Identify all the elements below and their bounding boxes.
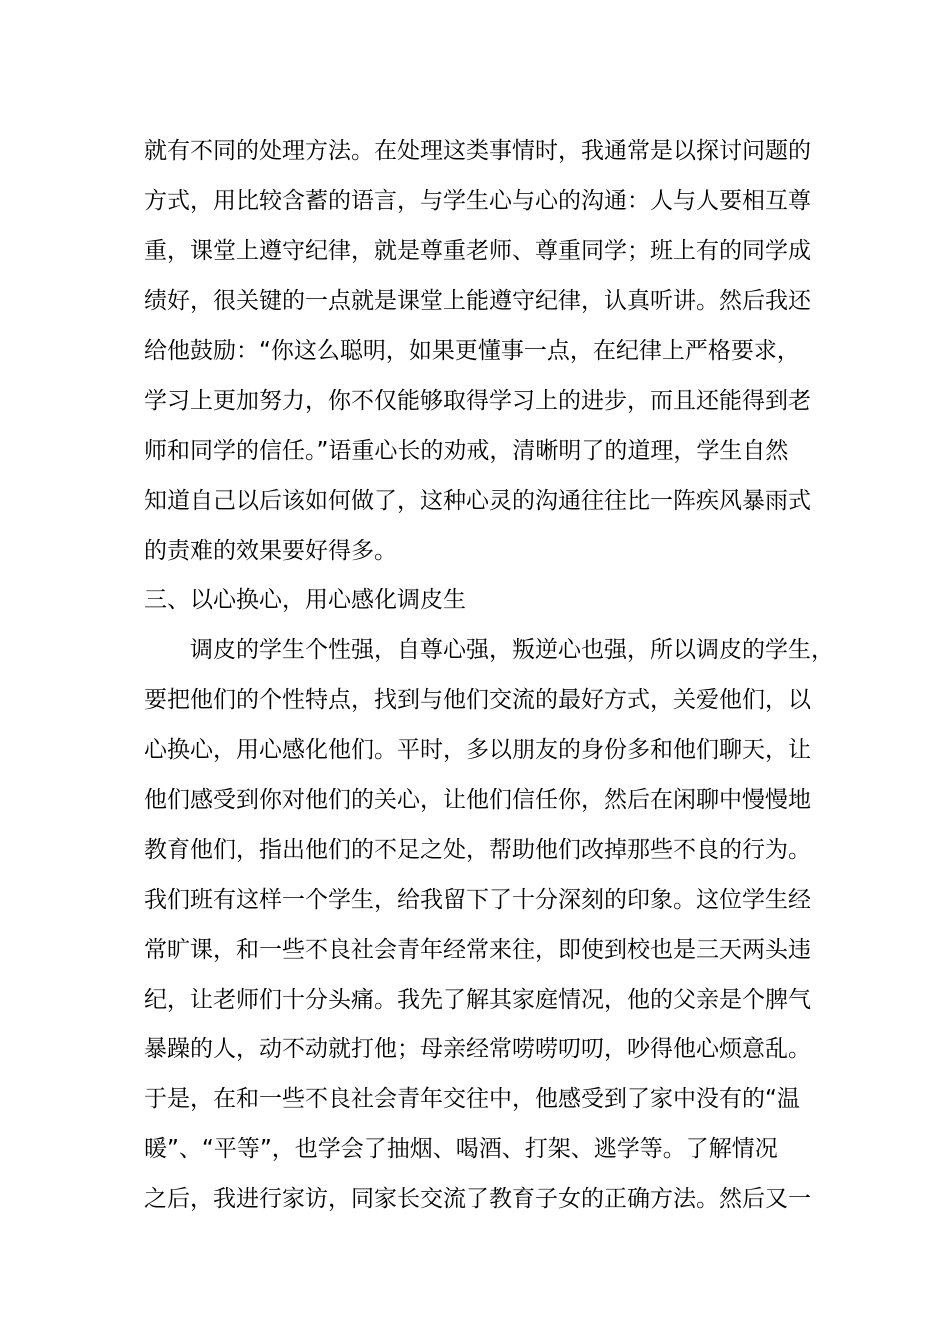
text-line: 常旷课，和一些不良社会青年经常来往，即使到校也是三天两头违 bbox=[144, 937, 811, 963]
text-line: 师和同学的信任。”语重心长的劝戒，清晰明了的道理，学生自然 bbox=[144, 438, 789, 464]
text-line: 他们感受到你对他们的关心，让他们信任你，然后在闲聊中慢慢地 bbox=[144, 787, 811, 813]
text-line: 暴躁的人，动不动就打他；母亲经常唠唠叨叨，吵得他心烦意乱。 bbox=[144, 1036, 811, 1062]
text-line: 的责难的效果要好得多。 bbox=[144, 538, 397, 564]
text-line: 就有不同的处理方法。在处理这类事情时，我通常是以探讨问题的 bbox=[144, 138, 811, 164]
text-line: 绩好，很关键的一点就是课堂上能遵守纪律，认真听讲。然后我还 bbox=[144, 288, 811, 314]
text-line: 心换心，用心感化他们。平时，多以朋友的身份多和他们聊天，让 bbox=[144, 737, 811, 763]
text-line: 方式，用比较含蓄的语言，与学生心与心的沟通：人与人要相互尊 bbox=[144, 188, 811, 214]
text-line: 要把他们的个性特点，找到与他们交流的最好方式，关爱他们，以 bbox=[144, 687, 811, 713]
text-line: 调皮的学生个性强，自尊心强，叛逆心也强，所以调皮的学生， bbox=[190, 637, 834, 663]
text-line: 知道自己以后该如何做了，这种心灵的沟通往往比一阵疾风暴雨式 bbox=[144, 488, 811, 514]
text-line: 给他鼓励：“你这么聪明，如果更懂事一点，在纪律上严格要求， bbox=[144, 338, 800, 364]
text-line: 于是，在和一些不良社会青年交往中，他感受到了家中没有的“温 bbox=[144, 1086, 800, 1112]
text-line: 暖”、“平等”，也学会了抽烟、喝酒、打架、逃学等。了解情况 bbox=[144, 1136, 778, 1162]
text-line: 之后，我进行家访，同家长交流了教育子女的正确方法。然后又一 bbox=[144, 1186, 811, 1212]
section-heading: 三、以心换心，用心感化调皮生 bbox=[144, 587, 466, 613]
text-line: 教育他们，指出他们的不足之处，帮助他们改掉那些不良的行为。 bbox=[144, 837, 811, 863]
text-line: 学习上更加努力，你不仅能够取得学习上的进步，而且还能得到老 bbox=[144, 388, 811, 414]
text-line: 纪，让老师们十分头痛。我先了解其家庭情况，他的父亲是个脾气 bbox=[144, 987, 811, 1013]
text-line: 重，课堂上遵守纪律，就是尊重老师、尊重同学；班上有的同学成 bbox=[144, 238, 811, 264]
text-line: 我们班有这样一个学生，给我留下了十分深刻的印象。这位学生经 bbox=[144, 887, 811, 913]
